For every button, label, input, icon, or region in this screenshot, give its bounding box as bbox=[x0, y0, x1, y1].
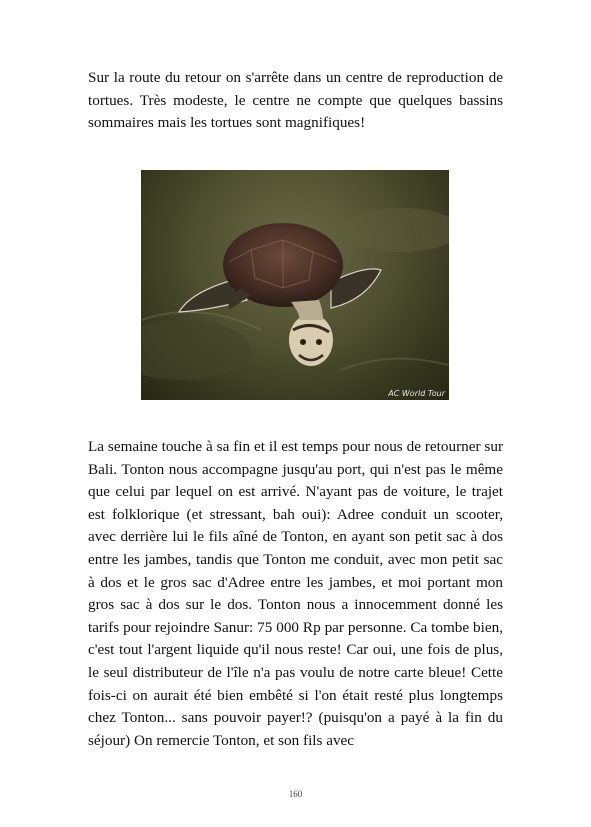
photo-watermark: AC World Tour bbox=[388, 389, 445, 398]
turtle-illustration bbox=[141, 170, 449, 400]
sea-turtle-photo bbox=[141, 170, 449, 400]
intro-paragraph: Sur la route du retour on s'arrête dans un centre de reproduction de tortues. Très modeste, le centre ne compte que quelques bassins sommaires mais les tortues sont magnifiques! bbox=[88, 69, 503, 132]
page-number: 160 bbox=[288, 789, 303, 799]
main-paragraph: La semaine touche à sa fin et il est temps pour nous de retourner sur Bali. Tonton nous accompagne jusqu'au port, qui n'est pas le même que celui par lequel on est arrivé. N'ayant pas de voiture, le trajet est folklorique (et stressant, bah oui): Adree conduit un scooter, avec derrière lui le fils aîné de Tonton, en ayant son petit sac à dos entre les jambes, tandis que Tonton me conduit, avec mon petit sac à dos et le gros sac d'Adree entre les jambes, et moi portant mon gros sac à dos sur le dos. Tonton nous a innocemment donné les tarifs pour rejoindre Sanur: 75 000 Rp par personne. Ca tombe bien, c'est tout l'argent liquide qu'il nous reste! Car oui, une fois de plus, le seul distributeur de l'île n'a pas voulu de notre carte bleue! Cette fois-ci on aurait été bien embêté si l'on était resté plus longtemps chez Tonton... sans pouvoir payer!? (puisqu'on a payé à la fin du séjour) On remercie Tonton, et son fils avec bbox=[88, 438, 503, 749]
